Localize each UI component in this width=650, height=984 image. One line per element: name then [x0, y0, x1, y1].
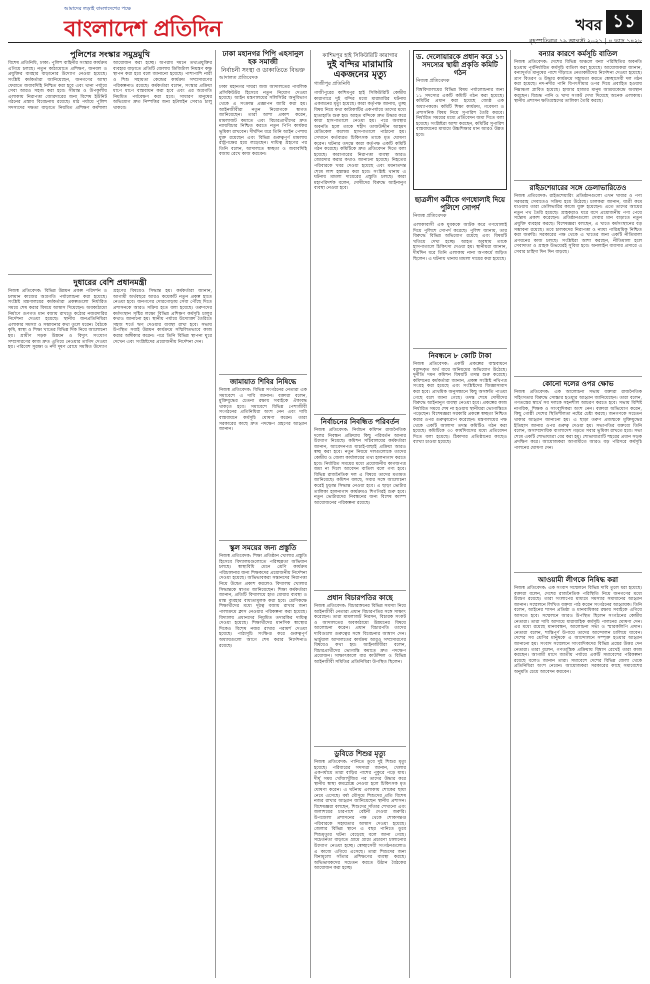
article-headline: রাইডশেয়ারের সঙ্গে ডেলাভারিতেও [529, 184, 627, 192]
article-committee [413, 50, 507, 190]
newspaper-logo: বাংলাদেশ প্রতিদিন [64, 17, 222, 42]
article-headline: প্রধান বিচারপতির কাছে [327, 594, 393, 602]
article-body: নিজস্ব প্রতিবেদক: এক সংবাদ সম্মেলনে বিভিন্ন দাবি তুলে ধরা হয়েছে। বক্তারা বলেন, দেশের রাজনৈতিক পরিস্থিতি নিয়ে জনগণের মধ্যে উদ্বেগ রয়েছে। তারা সংলাপের মাধ্যমে সমস্যার সমাধানের আহ্বান জানান। সম্মেলনে লিখিত বক্তব্য পাঠ করেন সংগঠনের আহ্বায়ক। তিনি বলেন, আইনের শাসন প্রতিষ্ঠা ও মানবাধিকার রক্ষায় সবাইকে এগিয়ে আসতে হবে। সম্মেলনে আরও উপস্থিত ছিলেন সংগঠনের কেন্দ্রীয় নেতারা। তারা দাবি আদায়ে ধারাবাহিক কর্মসূচি পালনের ঘোষণা দেন। এর মধ্যে রয়েছে মানববন্ধন, আলোচনা সভা ও স্মারকলিপি প্রদান। নেতারা বলেন, শান্তিপূর্ণ উপায়ে তাদের আন্দোলন চালিয়ে যাবেন। দেশের সব শ্রেণির মানুষকে এ আন্দোলনে সম্পৃক্ত হওয়ার আহ্বান জানানো হয়। সংবাদ সম্মেলনে সাংবাদিকদের বিভিন্ন প্রশ্নের উত্তর দেন নেতারা। তারা বলেন, গণতান্ত্রিক প্রক্রিয়ায় বিশ্বাস রেখেই তারা কাজ করছেন। আগামী মাসে জাতীয় পর্যায়ে একটি সমাবেশের পরিকল্পনা রয়েছে বলেও জানান তারা। সমাবেশে দেশের বিভিন্ন জেলা থেকে প্রতিনিধিরা অংশ নেবেন। আয়োজকরা সরকারের কাছে সমাবেশের অনুমতি চেয়ে আবেদন করবেন। [514, 586, 644, 675]
divider [314, 414, 406, 415]
article-headline: স্কুল সময়ের জন্য প্রস্তুতি [229, 544, 297, 552]
article-headline: ঢাকা মহানগর পিপি এহসানুল হক সমাজী [222, 50, 304, 67]
divider [219, 374, 307, 375]
article-headline: নিবন্ধনে ৮ কোটি টাকা [428, 352, 492, 360]
article-party-anger [514, 380, 642, 570]
article-byline: নিজস্ব প্রতিবেদক [413, 213, 447, 220]
divider [514, 376, 642, 377]
article-flood-program [514, 50, 642, 178]
article-police-reform [8, 50, 212, 272]
divider [8, 274, 212, 275]
article-headline: জামায়াত শিবির নিষিদ্ধে [229, 378, 297, 386]
article-prison-fight [314, 52, 406, 412]
tagline: আমাদের লড়াই বাংলাদেশের পক্ষে [64, 6, 131, 12]
article-body: নিজস্ব প্রতিবেদক: এক আলোচনা সভায় বক্তারা রাজনৈতিক সহিংসতার বিরুদ্ধে সোচ্চার হওয়ার আহ্বান জানিয়েছেন। তারা বলেন, গণতন্ত্রের স্বার্থে সব দলকে সহনশীল আচরণ করতে হবে। সভায় বিশিষ্ট নাগরিক, শিক্ষক ও সাংবাদিকরা অংশ নেন। বক্তারা অভিযোগ করেন, কিছু গোষ্ঠী দেশের স্থিতিশীলতা নষ্টের চেষ্টা করছে। জনগণকে সচেতন থাকার আহ্বান জানানো হয়। এ ছাড়া তরুণ প্রজন্মকে মুক্তিযুদ্ধের ইতিহাস জানার ওপর গুরুত্ব দেওয়া হয়। সভাপতির বক্তব্যে তিনি বলেন, অসাম্প্রদায়িক বাংলাদেশ গড়তে সবার ভূমিকা রাখতে হবে। সভা শেষে একটি শোভাযাত্রা বের করা হয়। শোভাযাত্রাটি শহরের প্রধান সড়ক প্রদক্ষিণ করে। আয়োজকরা আগামীতে আরও বড় পরিসরে কর্মসূচি পালনের ঘোষণা দেন। [514, 390, 644, 451]
article-headline: দুই বন্দির মারামারি একজনের মৃত্যু [327, 59, 393, 80]
divider [514, 180, 642, 181]
article-election-registration [314, 418, 406, 588]
article-body: এলাকাবাসী এক যুবককে আটক করে গণধোলাই দিয়ে পুলিশে সোপর্দ করেছে। পুলিশ জানায়, তার বিরুদ্ধে বিভিন্ন অভিযোগ রয়েছে এবং বিষয়টি খতিয়ে দেখা হচ্ছে। আহত অবস্থায় তাকে হাসপাতালে চিকিৎসা দেওয়া হয়। স্থানীয়রা জানান, দীর্ঘদিন ধরে তিনি এলাকায় নানা অপকর্মে জড়িত ছিলেন। এ ঘটনায় থানায় মামলা দায়ের করা হয়েছে। [413, 223, 509, 262]
article-rideshare [514, 184, 642, 374]
article-headline: বন্যার কারণে কর্মসূচি বাতিল [538, 50, 618, 58]
masthead [8, 6, 642, 42]
article-body: নিজস্ব প্রতিবেদক: একটি প্রকল্পের বাস্তবায়নে বরাদ্দকৃত অর্থ ব্যয়ে অনিয়মের অভিযোগ উঠেছে। দুর্নীতি দমন কমিশন বিষয়টি তদন্ত শুরু করেছে। কমিশনের কর্মকর্তারা জানান, প্রকল্প সংশ্লিষ্ট নথিপত্র সংগ্রহ করা হয়েছে এবং সংশ্লিষ্টদের জিজ্ঞাসাবাদ করা হবে। প্রাথমিক অনুসন্ধানে কিছু অসঙ্গতি পাওয়া গেছে বলে জানা গেছে। তদন্ত শেষে দোষীদের বিরুদ্ধে আইনানুগ ব্যবস্থা নেওয়া হবে। প্রকল্পের কাজ নির্ধারিত সময়ে শেষ না হওয়ায় স্থানীয়রা ভোগান্তিতে পড়েছেন। বিশেষজ্ঞরা সরকারি প্রকল্পে স্বচ্ছতা নিশ্চিত করার ওপর গুরুত্বারোপ করেছেন। মন্ত্রণালয়ের পক্ষ থেকে একটি আলাদা তদন্ত কমিটিও গঠন করা হয়েছে। কমিটিকে ৩০ কার্যদিবসের মধ্যে প্রতিবেদন দিতে বলা হয়েছে। ঠিকাদার প্রতিষ্ঠানের কাছেও ব্যাখ্যা চাওয়া হয়েছে। [413, 362, 509, 446]
article-body: নিজস্ব প্রতিবেদক: দেশের বিভিন্ন অঞ্চলে বন্যা পরিস্থিতির অবনতি হওয়ায় পূর্বনির্ধারিত কর্মসূচি বাতিল করা হয়েছে। আয়োজকরা জানান, বন্যাদুর্গত মানুষের পাশে দাঁড়াতে নেতাকর্মীদের নির্দেশনা দেওয়া হয়েছে। ত্রাণ বিতরণ ও উদ্ধার কার্যক্রমে সহায়তা করতে স্বেচ্ছাসেবী দল গঠন করা হয়েছে। নদ-নদীর পানি বিপৎসীমার ওপর দিয়ে প্রবাহিত হওয়ায় নিম্নাঞ্চল প্লাবিত হয়েছে। হাজার হাজার মানুষ আশ্রয়কেন্দ্রে অবস্থান করছেন। বিশুদ্ধ পানি ও খাদ্য সংকট দেখা দিয়েছে অনেক এলাকায়। স্থানীয় প্রশাসন ক্ষতিগ্রস্তদের তালিকা তৈরি করছে। [514, 60, 644, 105]
page-number: ১১ [606, 10, 642, 34]
article-body: নিজস্ব প্রতিবেদক: নির্বাচন কমিশন রাজনৈতিক দলের নিবন্ধন প্রক্রিয়ায় কিছু পরিবর্তন আনার উদ্যোগ নিয়েছে। কমিশন সচিবালয়ের কর্মকর্তারা জানান, আবেদনপত্র যাচাই-বাছাই প্রক্রিয়া আরও স্বচ্ছ করা হবে। নতুন নিয়মে দলগুলোকে তাদের কেন্দ্রীয় ও জেলা কার্যালয়ের তথ্য হালনাগাদ করতে হবে। নির্ধারিত সময়ের মধ্যে প্রয়োজনীয় কাগজপত্র জমা না দিলে আবেদন বাতিল বলে গণ্য হবে। বিভিন্ন রাজনৈতিক দল এ বিষয়ে তাদের মতামত জানিয়েছে। কমিশন বলছে, সবার সঙ্গে আলোচনা করেই চূড়ান্ত সিদ্ধান্ত নেওয়া হবে। এ ছাড়া ভোটার তালিকা হালনাগাদ কার্যক্রমও শিগগিরই শুরু হবে। নতুন ভোটারদের নিবন্ধনের জন্য বিশেষ ক্যাম্প আয়োজনের পরিকল্পনা রয়েছে। [314, 428, 408, 506]
article-eight-crore [413, 352, 507, 978]
divider [219, 540, 307, 541]
article-chhatra-league [413, 196, 507, 346]
article-body: নিজস্ব প্রতিবেদক: রাইডশেয়ারিং প্রতিষ্ঠানগুলো এখন খাবার ও পণ্য সরবরাহ সেবাতেও সক্রিয় হয়ে উঠেছে। চালকরা জানান, যাত্রী কমে যাওয়ায় তারা ডেলিভারির কাজে যুক্ত হয়েছেন। এতে তাদের আয়ের নতুন পথ তৈরি হয়েছে। গ্রাহকরাও ঘরে বসে প্রয়োজনীয় পণ্য পেয়ে সন্তোষ প্রকাশ করেছেন। প্রতিষ্ঠানগুলো সেবার মান বাড়াতে নতুন প্রযুক্তি ব্যবহার করছে। বিশেষজ্ঞরা বলছেন, এ খাতে কর্মসংস্থানের বড় সম্ভাবনা রয়েছে। তবে চালকদের নিরাপত্তা ও ন্যায্য পারিশ্রমিক নিশ্চিত করা জরুরি। সরকারের পক্ষ থেকে এ খাতের জন্য একটি নীতিমালা প্রণয়নের কাজ চলছে। সংশ্লিষ্টরা আশা করছেন, নীতিমালা হলে সেবাদাতা ও গ্রাহক উভয়েরই সুবিধা হবে। অনলাইন ব্যবসার প্রসারে এ সেবার চাহিদা দিন দিন বাড়ছে। [514, 194, 644, 255]
article-awami-league [514, 576, 642, 978]
column-divider [310, 50, 311, 978]
article-child-drowning [314, 750, 406, 978]
article-headline: দুধারের বেশি প্রধানমন্ত্রী [73, 278, 147, 287]
article-chief-justice [314, 594, 406, 744]
article-byline: নিজস্ব প্রতিবেদক [416, 78, 450, 85]
article-subhead: নির্বাচনী সংস্থা ও ডাকাতিতে বিভক্ত [221, 67, 305, 75]
masthead-rule [8, 42, 642, 43]
divider [413, 348, 507, 349]
article-body: বিশেষ প্রতিনিধি, ঢাকা: পুলিশ বাহিনীর সংস্কার কার্যক্রম এগিয়ে চলছে। নতুন কাঠামোতে প্রশিক্ষণ, জনবল ও প্রযুক্তির ব্যবহার বাড়ানোর উদ্যোগ নেওয়া হয়েছে। সংশ্লিষ্ট কর্মকর্তারা জানিয়েছেন, জনগণের আস্থা ফেরাতে জবাবদিহি নিশ্চিত করা হবে এবং থানা পর্যায়ে সেবা আরও সহজ করা হবে। সীমান্ত ও উপকূলীয় এলাকায় নিরাপত্তা জোরদারের জন্য বিশেষ ইউনিট গঠনের প্রস্তাব বিবেচনায় রয়েছে। মাঠ পর্যায়ে পুলিশ সদস্যদের দক্ষতা বাড়াতে নিয়মিত প্রশিক্ষণ কর্মশালা আয়োজন করা হচ্ছে। অপরাধ দমনে তথ্যপ্রযুক্তির ব্যবহার বাড়াতে প্রতিটি জেলায় ডিজিটাল নিয়ন্ত্রণ কক্ষ স্থাপন করা হবে বলে জানানো হয়েছে। পাশাপাশি নারী ও শিশু সহায়তা কেন্দ্রের কার্যক্রম সম্প্রসারণের পরিকল্পনাও রয়েছে। কর্মকর্তারা বলেন, সংস্কার প্রক্রিয়া ধাপে ধাপে বাস্তবায়ন করা হবে এবং এর অগ্রগতি নিয়মিত পর্যবেক্ষণ করা হবে। সাধারণ মানুষের অভিযোগ দ্রুত নিষ্পত্তির জন্য হটলাইন সেবাও চালু থাকবে। [8, 61, 214, 111]
column-divider [510, 50, 511, 978]
section-title: খবর [575, 16, 602, 34]
article-headline: পুলিশের সংস্কার সমুদ্রমুখি [70, 50, 150, 59]
divider [314, 746, 406, 747]
article-public-prosecutor [219, 50, 307, 372]
article-body: নিজস্ব প্রতিবেদক: বিভিন্ন উন্নয়ন প্রকল্প পরিদর্শন ও চলমান কাজের অগ্রগতি পর্যালোচনা করা হয়েছে। সংশ্লিষ্ট মন্ত্রণালয়ের কর্মকর্তারা প্রকল্পগুলো নির্ধারিত সময়ে শেষ করার বিষয়ে আশ্বাস দিয়েছেন। অবকাঠামো নির্মাণে গুণগত মান বজায় রাখতে কঠোর নজরদারির নির্দেশনা দেওয়া হয়েছে। স্থানীয় জনপ্রতিনিধিরা এলাকার সমস্যা ও সম্ভাবনার কথা তুলে ধরেন। বৈঠকে কৃষি, স্বাস্থ্য ও শিক্ষা খাতের বিভিন্ন দিক নিয়ে আলোচনা হয়। গ্রামীণ সড়ক উন্নয়ন ও বিদ্যুৎ সংযোগ সম্প্রসারণের কাজ দ্রুত এগিয়ে নেওয়ার তাগিদ দেওয়া হয়। পরিবেশ সুরক্ষা ও নদী দূষণ রোধে সমন্বিত উদ্যোগ গ্রহণের বিষয়েও সিদ্ধান্ত হয়। কর্মকর্তারা জানান, আগামী অর্থবছরে আরও কয়েকটি নতুন প্রকল্প হাতে নেওয়া হবে। জনগণের দোরগোড়ায় সেবা পৌঁছে দিতে প্রশাসনকে আরও সক্রিয় হতে বলা হয়েছে। তরুণদের কর্মসংস্থান সৃষ্টির লক্ষ্যে বিভিন্ন প্রশিক্ষণ কর্মসূচি চালুর কথাও জানানো হয়। স্থানীয় পর্যায়ে উদ্যোক্তা তৈরিতে সহজ শর্তে ঋণ দেওয়ার ব্যবস্থা রাখা হবে। সভায় উপস্থিত সবাই উন্নয়ন কার্যক্রমে সম্মিলিতভাবে কাজ করার অঙ্গীকার করেন। পরে তিনি বিভিন্ন স্থাপনা ঘুরে দেখেন এবং সংশ্লিষ্টদের প্রয়োজনীয় নির্দেশনা দেন। [8, 289, 214, 351]
article-prime-minister [8, 278, 212, 978]
article-headline: কোনো দলের ওপর ক্ষোভ [542, 380, 614, 388]
article-headline: আওয়ামী লীগকে নিষিদ্ধ করা [537, 576, 619, 584]
article-school-preparation [219, 544, 307, 978]
article-body: বিশ্ববিদ্যালয়ের বিভিন্ন বিষয় পর্যালোচনার জন্য ১১ সদস্যের একটি কমিটি গঠন করা হয়েছে। কমিটির প্রধান করা হয়েছে জ্যেষ্ঠ এক অধ্যাপককে। কমিটি শিক্ষা কার্যক্রম, গবেষণা ও প্রশাসনিক বিষয় নিয়ে সুপারিশ তৈরি করবে। নির্ধারিত সময়ের মধ্যে প্রতিবেদন জমা দিতে বলা হয়েছে। সংশ্লিষ্টরা আশা করছেন, কমিটির সুপারিশ বাস্তবায়নের মাধ্যমে উচ্চশিক্ষার মান আরও উন্নত হবে। [416, 88, 506, 138]
article-byline: আদালত প্রতিবেদক [219, 75, 258, 82]
divider [514, 572, 642, 573]
article-headline: ছাত্রলীগ কর্মীকে গণধোলাই দিয়ে পুলিশে সোপর্দ [414, 196, 506, 213]
article-headline: ড. দেলোয়ারকে প্রধান করে ১১ সদস্যের স্থায়ী প্রকৃতি কমিটি গঠন [416, 53, 504, 78]
article-body: ঢাকা মহানগর দায়রা জজ আদালতের পাবলিক প্রসিকিউটর হিসেবে নতুন নিয়োগ দেওয়া হয়েছে। আইন মন্ত্রণালয়ের সলিসিটর অনুবিভাগ থেকে এ সংক্রান্ত প্রজ্ঞাপন জারি করা হয়। আইনজীবীরা নতুন নিয়োগকে স্বাগত জানিয়েছেন। তারা আশা প্রকাশ করেন, মামলাজট কমাতে এবং বিচারপ্রার্থীদের দ্রুত ন্যায়বিচার নিশ্চিত করতে নতুন পিপি কার্যকর ভূমিকা রাখবেন। দীর্ঘদিন ধরে তিনি আইন পেশায় যুক্ত রয়েছেন এবং বিভিন্ন গুরুত্বপূর্ণ মামলায় রাষ্ট্রপক্ষের হয়ে লড়েছেন। দায়িত্ব গ্রহণের পর তিনি বলেন, আদালতে স্বচ্ছতা ও জবাবদিহি বজায় রেখে কাজ করবেন। [219, 85, 309, 158]
article-kicker: কাশিমপুর হাই সিকিউরিটি কারাগার [322, 53, 398, 59]
article-body: নিজস্ব প্রতিবেদক: শিক্ষা প্রতিষ্ঠান খোলার প্রস্তুতি হিসেবে বিদ্যালয়গুলোতে পরিচ্ছন্নতা অভিযান চলছে। স্বাস্থ্যবিধি মেনে শ্রেণি কার্যক্রম পরিচালনার জন্য শিক্ষকদের প্রয়োজনীয় নির্দেশনা দেওয়া হয়েছে। অভিভাবকরা সন্তানদের নিরাপত্তা নিয়ে উদ্বেগ প্রকাশ করলেও বিদ্যালয় খোলার সিদ্ধান্তকে স্বাগত জানিয়েছেন। শিক্ষা কর্মকর্তারা জানান, প্রতিটি বিদ্যালয়ে হাত ধোয়ার ব্যবস্থা ও মাস্ক ব্যবহার বাধ্যতামূলক করা হবে। শ্রেণিকক্ষে শিক্ষার্থীদের মধ্যে দূরত্ব বজায় রাখার জন্য পালাক্রমে ক্লাস নেওয়ার পরিকল্পনা করা হয়েছে। বিদ্যালয় প্রধানদের নিয়মিত তদারকির দায়িত্ব দেওয়া হয়েছে। শিক্ষার্থীদের মানসিক স্বাস্থ্যের দিকেও বিশেষ নজর রাখার পরামর্শ দেওয়া হয়েছে। পাঠ্যসূচি সংক্ষিপ্ত করে গুরুত্বপূর্ণ অধ্যায়গুলো আগে শেষ করার নির্দেশনাও রয়েছে। [219, 554, 309, 649]
article-byline: গাজীপুর প্রতিনিধি [314, 81, 350, 88]
article-headline: ডুবিতে শিশুর মৃত্যু [334, 750, 386, 758]
column-divider [215, 50, 216, 978]
article-body: নিজস্ব প্রতিবেদক: পানিতে ডুবে দুই শিশুর মৃত্যু হয়েছে। পরিবারের সদস্যরা জানান, খেলার একপর্যায়ে তারা বাড়ির পাশের পুকুরে পড়ে যায়। দীর্ঘ সময় খোঁজাখুঁজির পর তাদের উদ্ধার করে স্থানীয় স্বাস্থ্য কমপ্লেক্সে নেওয়া হলে চিকিৎসক মৃত ঘোষণা করেন। এ ঘটনায় এলাকায় শোকের ছায়া নেমে এসেছে। বর্ষা মৌসুমে শিশুদের প্রতি বিশেষ নজর রাখার আহ্বান জানিয়েছেন স্থানীয় প্রশাসন। বিশেষজ্ঞরা বলছেন, শিশুদের সাঁতার শেখানো এবং জলাশয়ের চারপাশে বেষ্টনী দেওয়া জরুরি। উপজেলা প্রশাসনের পক্ষ থেকে শোকসন্তপ্ত পরিবারকে সহায়তার আশ্বাস দেওয়া হয়েছে। জেলার বিভিন্ন স্থানে এ বছর পানিতে ডুবে শিশুমৃত্যুর ঘটনা বেড়েছে বলে জানা গেছে। সচেতনতা বাড়াতে গ্রামে গ্রামে প্রচারণা চালানোর উদ্যোগ নেওয়া হচ্ছে। স্বেচ্ছাসেবী সংগঠনগুলোও এ কাজে এগিয়ে এসেছে। তারা শিশুদের জন্য বিনামূল্যে সাঁতার প্রশিক্ষণের ব্যবস্থা করছে। অভিভাবকদের সচেতন করতে উঠান বৈঠকের আয়োজন করা হচ্ছে। [314, 760, 408, 872]
article-body: নিজস্ব প্রতিবেদক: বিচারাঙ্গনের বিভিন্ন সমস্যা নিয়ে আইনজীবী নেতারা প্রধান বিচারপতির সঙ্গে সাক্ষাৎ করেছেন। তারা মামলাজট নিরসন, বিচারক সংকট ও আদালতের অবকাঠামো উন্নয়নের বিষয়ে আলোচনা করেন। প্রধান বিচারপতি তাদের দাবিগুলো গুরুত্বের সঙ্গে বিবেচনার আশ্বাস দেন। ভার্চুয়াল আদালতের কার্যক্রম আরও সম্প্রসারণের বিষয়েও কথা হয়। আইনজীবীরা বলেন, বিচারপ্রার্থীদের ভোগান্তি কমাতে দ্রুত পদক্ষেপ প্রয়োজন। সাক্ষাৎকালে বার কাউন্সিল ও বিভিন্ন আইনজীবী সমিতির প্রতিনিধিরা উপস্থিত ছিলেন। [314, 604, 408, 665]
column-divider [409, 50, 410, 978]
divider [314, 590, 406, 591]
article-jamaat-ban [219, 378, 307, 538]
article-body: নিজস্ব প্রতিবেদক: বিভিন্ন সংগঠনের নেতারা এক সমাবেশে এ দাবি জানান। বক্তারা বলেন, মুক্তিযুদ্ধের চেতনা রক্ষায় সবাইকে ঐক্যবদ্ধ থাকতে হবে। সমাবেশে বিভিন্ন পেশাজীবী সংগঠনের প্রতিনিধিরা অংশ নেন এবং দাবি বাস্তবায়নে কর্মসূচি ঘোষণা করেন। তারা সরকারের কাছে দ্রুত পদক্ষেপ গ্রহণের আহ্বান জানান। [219, 388, 309, 433]
article-body: গাজীপুরের কাশিমপুর হাই সিকিউরিটি কেন্দ্রীয় কারাগারে দুই বন্দির মধ্যে মারামারির ঘটনায় একজনের মৃত্যু হয়েছে। কারা কর্তৃপক্ষ জানায়, তুচ্ছ বিষয় নিয়ে কথা কাটাকাটির একপর্যায়ে তাদের মধ্যে হাতাহাতি শুরু হয়। আহত বন্দিকে দ্রুত উদ্ধার করে কারা হাসপাতালে নেওয়া হয়। পরে অবস্থার অবনতি হলে তাকে শহীদ তাজউদ্দীন আহমদ মেডিকেল কলেজ হাসপাতালে পাঠানো হয়। সেখানে কর্তব্যরত চিকিৎসক তাকে মৃত ঘোষণা করেন। ঘটনার তদন্তে কারা কর্তৃপক্ষ একটি কমিটি গঠন করেছে। কমিটিকে দ্রুত প্রতিবেদন দিতে বলা হয়েছে। কারাগারের নিরাপত্তা ব্যবস্থা আরও জোরদার করার কথাও জানানো হয়েছে। নিহতের পরিবারকে খবর দেওয়া হয়েছে এবং ময়নাতদন্ত শেষে লাশ হস্তান্তর করা হবে। সংশ্লিষ্ট থানায় এ ঘটনায় মামলা দায়েরের প্রস্তুতি চলছে। কারা মহাপরিদর্শক বলেন, দোষীদের বিরুদ্ধে আইনানুগ ব্যবস্থা নেওয়া হবে। [314, 91, 408, 192]
article-headline: নির্বাচনের নিবন্ধিত পরিবর্তন [320, 418, 400, 426]
